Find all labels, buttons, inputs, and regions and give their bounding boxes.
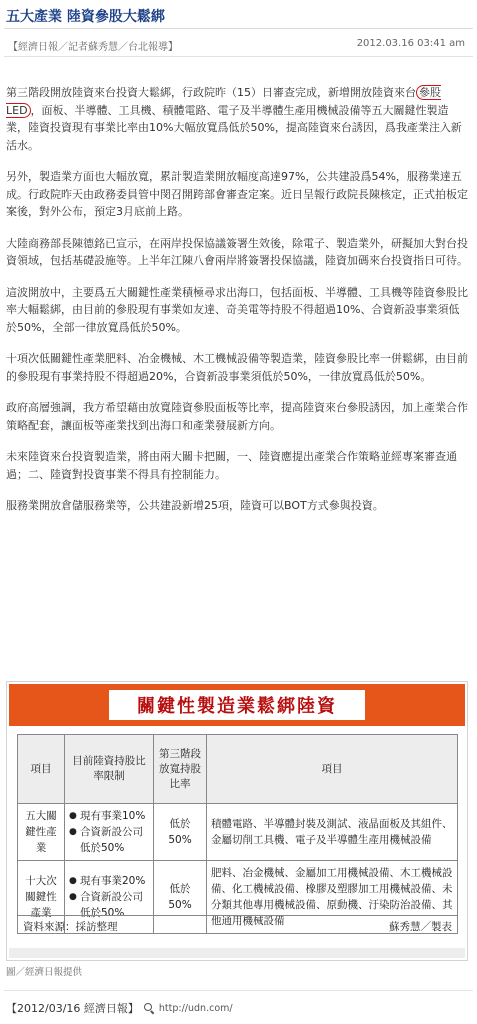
footer-date-source: 【2012/03/16 經濟日報】 [6,1002,139,1015]
image-credit: 圖／經濟日報提供 [6,967,83,978]
paragraph-3: 大陸商務部長陳德銘已宣示，在兩岸投保協議簽署生效後，除電子、製造業外，研擬加大對台投資領域，包括基礎設施等。上半年江陳八會兩岸將簽署投保協議，陸資加碼來台投資指日可待。 [6,236,468,267]
article-title: 五大產業 陸資參股大鬆綁 [6,9,165,25]
article-footer [6,1000,233,1016]
paragraph-1-end: ，面板、半導體、工具機、積體電路、電子及半導體生產用機械設備等五大關鍵性製造業，陸資投資現有事業比率由10%大幅放寬爲低於50%，提高陸資來台誘因，爲我產業注入新活水。 [6,103,462,152]
infographic [6,681,468,961]
byline: 【經濟日報／記者蘇秀慧／台北報導】 [8,42,178,53]
row-relaxed-limit: 低於50% [154,804,207,861]
infographic-source-bar [17,915,458,933]
policy-table [17,734,458,934]
limit-bullet: ● 合資新設公司低於50% [69,824,149,856]
paragraph-7: 未來陸資來台投資製造業，將由兩大關卡把關，一、陸資應提出產業合作策略並經專案審查通過；二、陸資對投資事業不得具有控制能力。 [6,450,457,481]
header-category: 項目 [18,735,65,804]
paragraph-6: 政府高層強調，我方希望藉由放寬陸資參股面板等比率，提高陸資來台參股誘因，加上產業合作策略配套，讓面板等產業找到出海口和產業發展新方向。 [6,401,468,432]
row-current-limits [65,804,154,861]
footer-divider [4,990,473,991]
infographic-title: 關鍵性製造業鬆綁陸資 [137,696,337,717]
header-items: 項目 [207,735,458,804]
row-category: 五大關鍵性產業 [18,804,65,861]
paragraph-4: 這波開放中，主要爲五大關鍵性產業積極尋求出海口，包括面板、半導體、工具機等陸資參股比率大幅鬆綁，由目前的參股現有事業如友達、奇美電等持股不得超過10%、合資新設事業須低於50%，全部一律放寬爲低於50%。 [6,285,468,334]
row-relaxed-limit: 低於50% [154,861,207,934]
row-category: 十大次關鍵性產業 [18,861,65,934]
limit-bullet: ● 合資新設公司低於50% [69,889,149,921]
publish-datetime: 2012.03.16 03:41 am [356,38,465,49]
paragraph-8: 服務業開放倉儲服務業等，公共建設新增25項，陸資可以BOT方式參與投資。 [6,499,384,512]
limit-bullet: ● 現有事業10% [69,808,149,824]
infographic-bottom-band [9,948,465,958]
limit-bullet: ● 現有事業20% [69,873,149,889]
data-source: 資料來源：採訪整理 [23,921,118,933]
article-body [6,84,468,529]
search-icon [144,1003,154,1013]
infographic-title-box [109,690,365,720]
title-divider [4,28,473,29]
paragraph-1 [6,84,468,154]
header-relaxed-limit: 第三階段放寬持股比率 [154,735,207,804]
table-row [18,804,458,861]
table-header-row [18,735,458,804]
row-items: 積體電路、半導體封裝及測試、液晶面板及其組件、金屬切削工具機、電子及半導體生產用機械設備 [207,804,458,861]
header-current-limit: 目前陸資持股比率限制 [65,735,154,804]
row-items: 肥料、冶金機械、金屬加工用機械設備、木工機械設備、化工機械設備、橡膠及塑膠加工用機械設備、未分類其他專用機械設備、原動機、汙染防治設備、其他通用機械設備 [207,861,458,934]
byline-divider [4,56,473,57]
highlighted-led-phrase: 參股LED [6,86,441,117]
infographic-banner [9,684,465,726]
paragraph-2: 另外，製造業方面也大幅放寬，累計製造業開放幅度高達97%，公共建設爲54%，服務業達五成。行政院昨天由政務委員管中閔召開跨部會審查定案。近日呈報行政院長陳核定，正式拍板定案後，對外公布，預定3月底前上路。 [6,170,468,218]
source-link[interactable]: http://udn.com/ [158,1002,233,1014]
paragraph-5: 十項次低關鍵性產業肥料、冶金機械、木工機械設備等製造業，陸資參股比率一併鬆綁，由目前的參股現有事業持股不得超過20%，合資新設事業須低於50%，一律放寬爲低於50%。 [6,352,468,383]
paragraph-1-start: 第三階段開放陸資來台投資大鬆綁，行政院昨（15）日審查完成，新增開放陸資來台 [6,86,416,99]
chart-author: 蘇秀慧／製表 [389,921,452,933]
